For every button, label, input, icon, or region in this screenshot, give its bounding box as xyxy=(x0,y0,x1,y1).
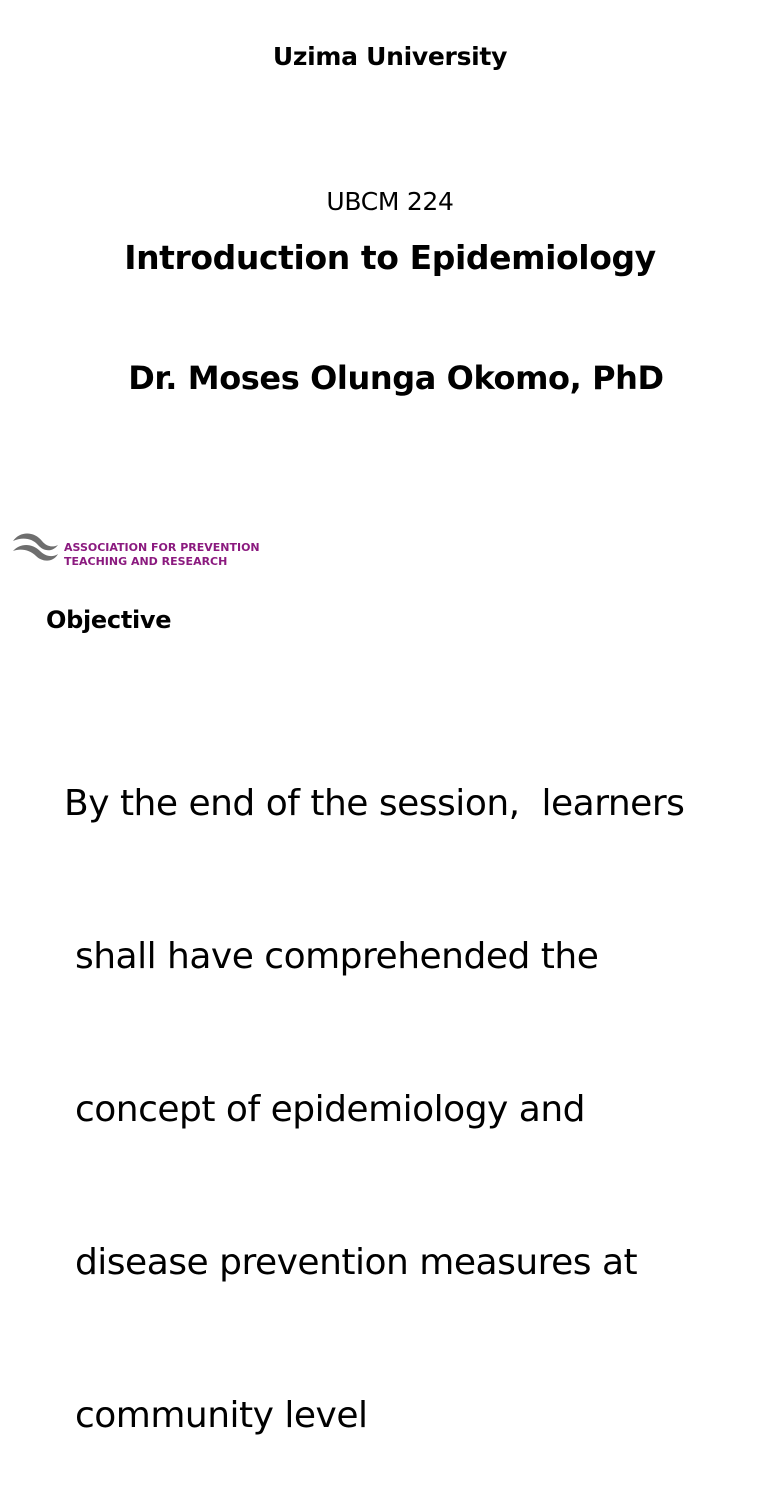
logo-line-2: TEACHING AND RESEARCH xyxy=(64,555,228,568)
lecturer-name: Dr. Moses Olunga Okomo, PhD xyxy=(128,359,664,397)
objective-line: disease prevention measures at xyxy=(64,1242,638,1283)
swoosh-logo-icon xyxy=(12,529,60,569)
objective-heading: Objective xyxy=(46,606,172,634)
course-title: Introduction to Epidemiology xyxy=(124,238,656,277)
logo-line-1: ASSOCIATION FOR PREVENTION xyxy=(64,541,260,554)
objective-line: shall have comprehended the xyxy=(64,936,599,977)
logo-text xyxy=(64,541,260,569)
course-code: UBCM 224 xyxy=(326,187,454,216)
objective-line: community level xyxy=(64,1395,368,1436)
objective-body xyxy=(64,676,754,1492)
university-name: Uzima University xyxy=(272,42,508,71)
objective-line: By the end of the session, learners xyxy=(64,783,685,824)
objective-line: concept of epidemiology and xyxy=(64,1089,586,1130)
aptr-logo xyxy=(12,529,272,573)
